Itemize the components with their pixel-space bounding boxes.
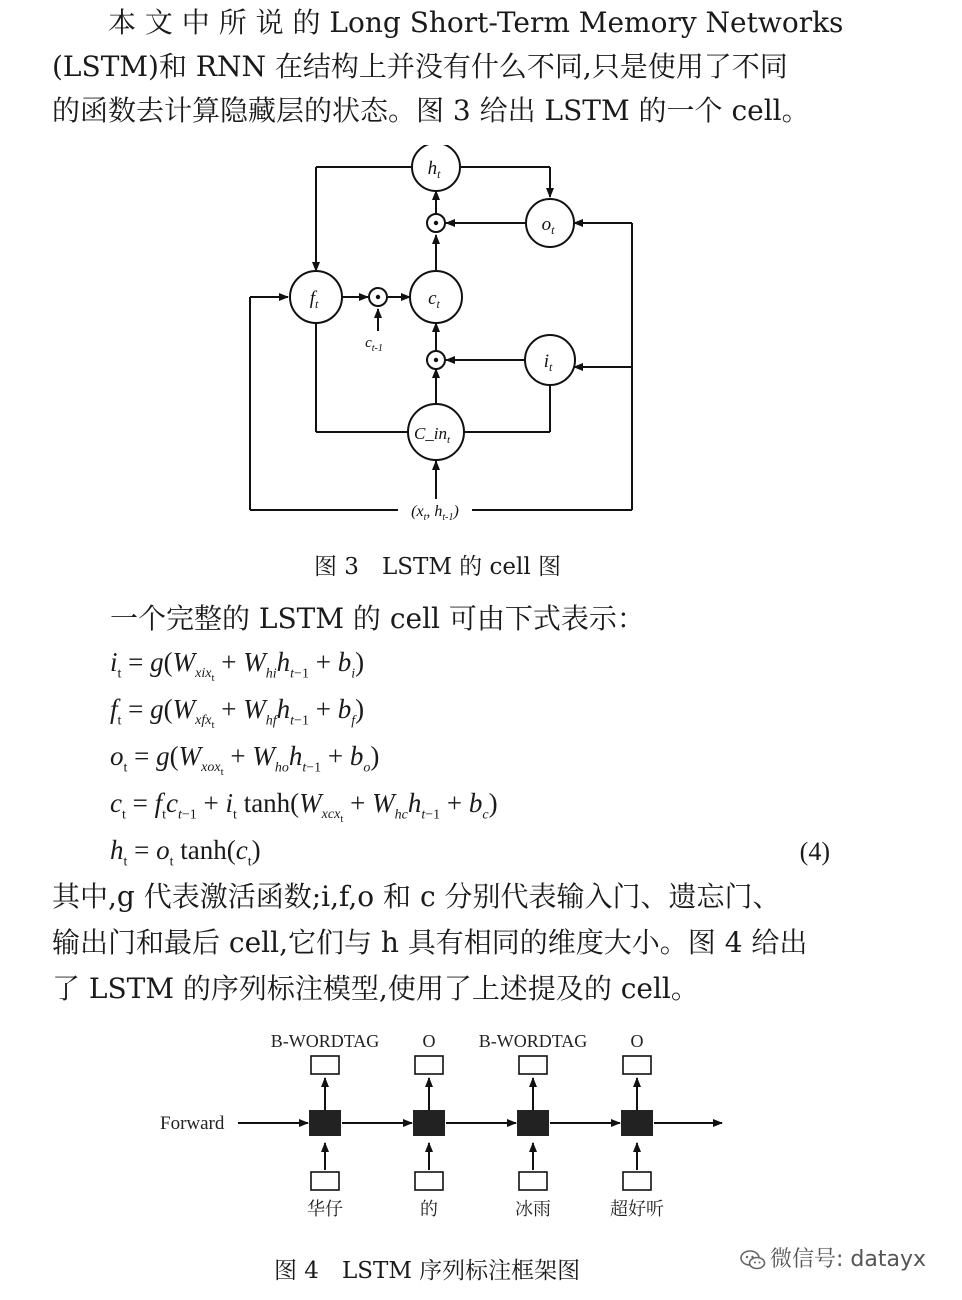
fig3-caption: 图 3 LSTM 的 cell 图 xyxy=(314,554,562,580)
output-box xyxy=(415,1056,443,1074)
lstm-unit xyxy=(479,1031,588,1220)
wechat-icon xyxy=(740,1250,766,1270)
equation-number: (4) xyxy=(799,837,830,866)
equation-input-gate: $i_t = g(W_{xix_t} + W_{hi}h_{t-1} + b_i)$ xyxy=(110,647,365,685)
equation-hidden-state: $h_t = o_t$ $\tanh(c_t)$ xyxy=(110,835,261,870)
label-o: o xyxy=(541,214,552,235)
svg-text:ct-1: $c_{t-1}$ xyxy=(365,335,383,354)
word-label: 超好听 xyxy=(610,1199,664,1220)
lstm-cell-block xyxy=(413,1110,445,1136)
fig4-caption: 图 4 LSTM 序列标注框架图 xyxy=(274,1258,581,1284)
svg-text:C_int: $C\_in_t$ xyxy=(413,424,451,446)
tag-label: O xyxy=(630,1031,644,1051)
word-label: 冰雨 xyxy=(515,1199,551,1220)
paragraph3-line3: 了 LSTM 的序列标注模型,使用了上述提及的 cell。 xyxy=(52,972,699,1005)
svg-text:ot: $o_t$ xyxy=(541,214,555,237)
equation-output-gate: $o_t = g(W_{xox_t} + W_{ho}h_{t-1} + b_o)$ xyxy=(110,741,380,779)
output-box xyxy=(311,1056,339,1074)
lstm-unit xyxy=(610,1031,664,1220)
label-cin: C_in xyxy=(413,424,447,443)
lstm-cell-diagram xyxy=(248,145,634,525)
svg-text:ct: $c_t$ xyxy=(428,288,440,311)
output-box xyxy=(519,1056,547,1074)
lstm-unit xyxy=(413,1031,445,1220)
input-box xyxy=(415,1172,443,1190)
paragraph3-line1: 其中,g 代表激活函数;i,f,o 和 c 分别代表输入门、遗忘门、 xyxy=(52,880,781,913)
lstm-sequence-diagram xyxy=(150,1022,740,1227)
paragraph2-line1: 一个完整的 LSTM 的 cell 可由下式表示： xyxy=(110,602,645,635)
lstm-unit xyxy=(271,1031,380,1220)
svg-text:it: $i_t$ xyxy=(543,351,553,374)
svg-text:ht: $h_t$ xyxy=(427,158,441,181)
paragraph3-line2: 输出门和最后 cell,它们与 h 具有相同的维度大小。图 4 给出 xyxy=(52,926,808,959)
tag-label: B-WORDTAG xyxy=(270,1031,380,1051)
label-input: (x xyxy=(411,503,424,520)
paragraph1-line3: 的函数去计算隐藏层的状态。图 3 给出 LSTM 的一个 cell。 xyxy=(52,94,810,127)
paragraph1-line2: (LSTM)和 RNN 在结构上并没有什么不同,只是使用了不同 xyxy=(52,50,788,83)
equation-cell-state: $c_t = f_tc_{t-1} + i_t$ $\tanh(W_{xcx_t} + W_{hc}h_{t-1} + b_c)$ xyxy=(110,788,498,826)
word-label: 的 xyxy=(420,1199,438,1220)
lstm-cell-block xyxy=(517,1110,549,1136)
forward-label: Forward xyxy=(160,1113,225,1134)
lstm-cell-block xyxy=(621,1110,653,1136)
label-c: c xyxy=(428,288,437,309)
label-cprev: c xyxy=(365,335,372,351)
svg-text:ft: $f_t$ xyxy=(309,288,319,311)
word-label: 华仔 xyxy=(307,1199,343,1220)
input-box xyxy=(311,1172,339,1190)
input-box xyxy=(623,1172,651,1190)
output-box xyxy=(623,1056,651,1074)
lstm-cell-block xyxy=(309,1110,341,1136)
watermark-text: 微信号: datayx xyxy=(770,1247,926,1272)
equation-forget-gate: $f_t = g(W_{xfx_t} + W_{hf}h_{t-1} + b_f)$ xyxy=(110,694,365,732)
label-i: i xyxy=(543,351,549,372)
tag-label: B-WORDTAG xyxy=(478,1031,588,1051)
label-f: f xyxy=(309,288,315,309)
watermark xyxy=(740,1242,926,1273)
paragraph1-line1: 本 文 中 所 说 的 Long Short-Term Memory Networks xyxy=(108,6,844,39)
svg-text:(xt, ht-1): ($x_t$, $h_{t-1}$) xyxy=(411,503,459,523)
label-h: h xyxy=(427,158,438,179)
input-box xyxy=(519,1172,547,1190)
lstm-units xyxy=(271,1031,664,1220)
tag-label: O xyxy=(422,1031,436,1051)
